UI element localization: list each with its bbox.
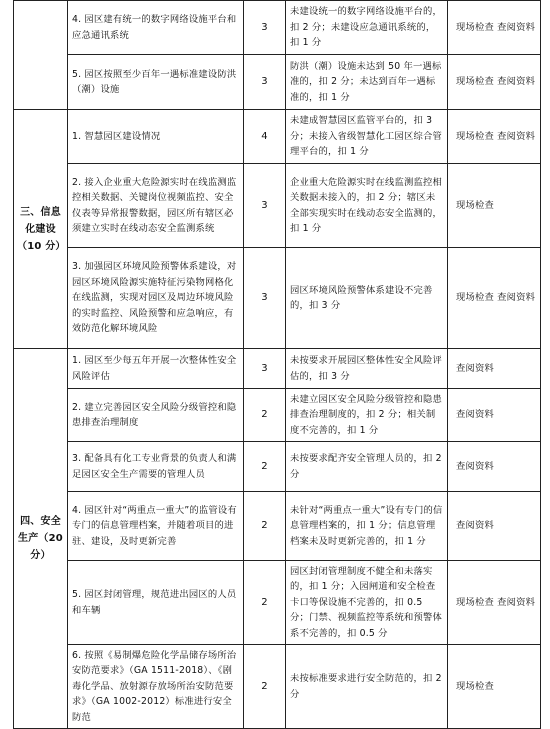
evaluation-table — [13, 0, 541, 729]
item-cell: 4. 园区建有统一的数字网络设施平台和应急通讯系统 — [68, 1, 244, 55]
table-row — [14, 164, 541, 248]
method-cell: 查阅资料 — [448, 442, 541, 492]
deduction-cell: 未按标准要求进行安全防范的，扣 2 分 — [286, 645, 448, 729]
item-cell: 5. 园区封闭管理，规范进出园区的人员和车辆 — [68, 561, 244, 645]
item-cell: 1. 智慧园区建设情况 — [68, 110, 244, 164]
deduction-cell: 未按要求开展园区整体性安全风险评估的，扣 3 分 — [286, 349, 448, 389]
deduction-cell: 未建成智慧园区监管平台的，扣 3 分；未接入省级智慧化工园区综合管理平台的，扣 1 分 — [286, 110, 448, 164]
deduction-cell: 企业重大危险源实时在线监测监控相关数据未接入的，扣 2 分；辖区未全部实现实时在线动态安全监测的，扣 1 分 — [286, 164, 448, 248]
table-row — [14, 561, 541, 645]
method-cell: 现场检查 查阅资料 — [448, 1, 541, 55]
score-cell: 3 — [244, 55, 286, 110]
item-cell: 1. 园区至少每五年开展一次整体性安全风险评估 — [68, 349, 244, 389]
score-cell: 4 — [244, 110, 286, 164]
item-cell: 2. 接入企业重大危险源实时在线监测监控相关数据、关键岗位视频监控、安全仪表等异常报警数据，园区所有辖区必须建立实时在线动态安全监测系统 — [68, 164, 244, 248]
score-cell: 2 — [244, 645, 286, 729]
item-cell: 3. 加强园区环境风险预警体系建设，对园区环境风险源实施特征污染物网格化在线监测，实现对园区及周边环境风险的实时监控、风险预警和应急响应，有效防范化解环境风险 — [68, 248, 244, 349]
table-row — [14, 389, 541, 442]
item-cell: 2. 建立完善园区安全风险分级管控和隐患排查治理制度 — [68, 389, 244, 442]
method-cell: 现场检查 — [448, 645, 541, 729]
table-row — [14, 492, 541, 561]
deduction-cell: 未针对“两重点一重大”设有专门的信息管理档案的，扣 1 分；信息管理档案未及时更新完善的，扣 1 分 — [286, 492, 448, 561]
deduction-cell: 防洪（潮）设施未达到 50 年一遇标准的，扣 2 分；未达到百年一遇标准的，扣 1 分 — [286, 55, 448, 110]
method-cell: 现场检查 查阅资料 — [448, 55, 541, 110]
score-cell: 3 — [244, 1, 286, 55]
category-cell: 三、信息化建设（10 分） — [14, 110, 68, 349]
table-row — [14, 248, 541, 349]
score-cell: 3 — [244, 164, 286, 248]
item-cell: 3. 配备具有化工专业背景的负责人和满足园区安全生产需要的管理人员 — [68, 442, 244, 492]
method-cell: 现场检查 — [448, 164, 541, 248]
method-cell: 查阅资料 — [448, 349, 541, 389]
table-row — [14, 55, 541, 110]
method-cell: 查阅资料 — [448, 492, 541, 561]
table-row — [14, 349, 541, 389]
score-cell: 3 — [244, 349, 286, 389]
method-cell: 现场检查 查阅资料 — [448, 248, 541, 349]
method-cell: 查阅资料 — [448, 389, 541, 442]
method-cell: 现场检查 查阅资料 — [448, 561, 541, 645]
deduction-cell: 未按要求配齐安全管理人员的，扣 2 分 — [286, 442, 448, 492]
deduction-cell: 未建设统一的数字网络设施平台的，扣 2 分；未建设应急通讯系统的，扣 1 分 — [286, 1, 448, 55]
score-cell: 2 — [244, 561, 286, 645]
table-row — [14, 442, 541, 492]
category-cell — [14, 1, 68, 110]
item-cell: 4. 园区针对“两重点一重大”的监管设有专门的信息管理档案，并随着项目的进驻、建设，及时更新完善 — [68, 492, 244, 561]
item-cell: 6. 按照《易制爆危险化学品储存场所治安防范要求》（GA 1511-2018）、《剧毒化学品、放射源存放场所治安防范要求》（GA 1002-2012）标准进行安全防范 — [68, 645, 244, 729]
table-row — [14, 1, 541, 55]
table-row — [14, 645, 541, 729]
score-cell: 3 — [244, 248, 286, 349]
deduction-cell: 园区环境风险预警体系建设不完善的，扣 3 分 — [286, 248, 448, 349]
score-cell: 2 — [244, 492, 286, 561]
deduction-cell: 园区封闭管理制度不健全和未落实的，扣 1 分；入园闸道和安全检查卡口等保设施不完善的，扣 0.5 分；门禁、视频监控等系统和预警体系不完善的，扣 0.5 分 — [286, 561, 448, 645]
table-row — [14, 110, 541, 164]
method-cell: 现场检查 查阅资料 — [448, 110, 541, 164]
score-cell: 2 — [244, 442, 286, 492]
category-cell: 四、安全生产（20 分） — [14, 349, 68, 729]
score-cell: 2 — [244, 389, 286, 442]
item-cell: 5. 园区按照至少百年一遇标准建设防洪（潮）设施 — [68, 55, 244, 110]
deduction-cell: 未建立园区安全风险分级管控和隐患排查治理制度的，扣 2 分；相关制度不完善的，扣 1 分 — [286, 389, 448, 442]
